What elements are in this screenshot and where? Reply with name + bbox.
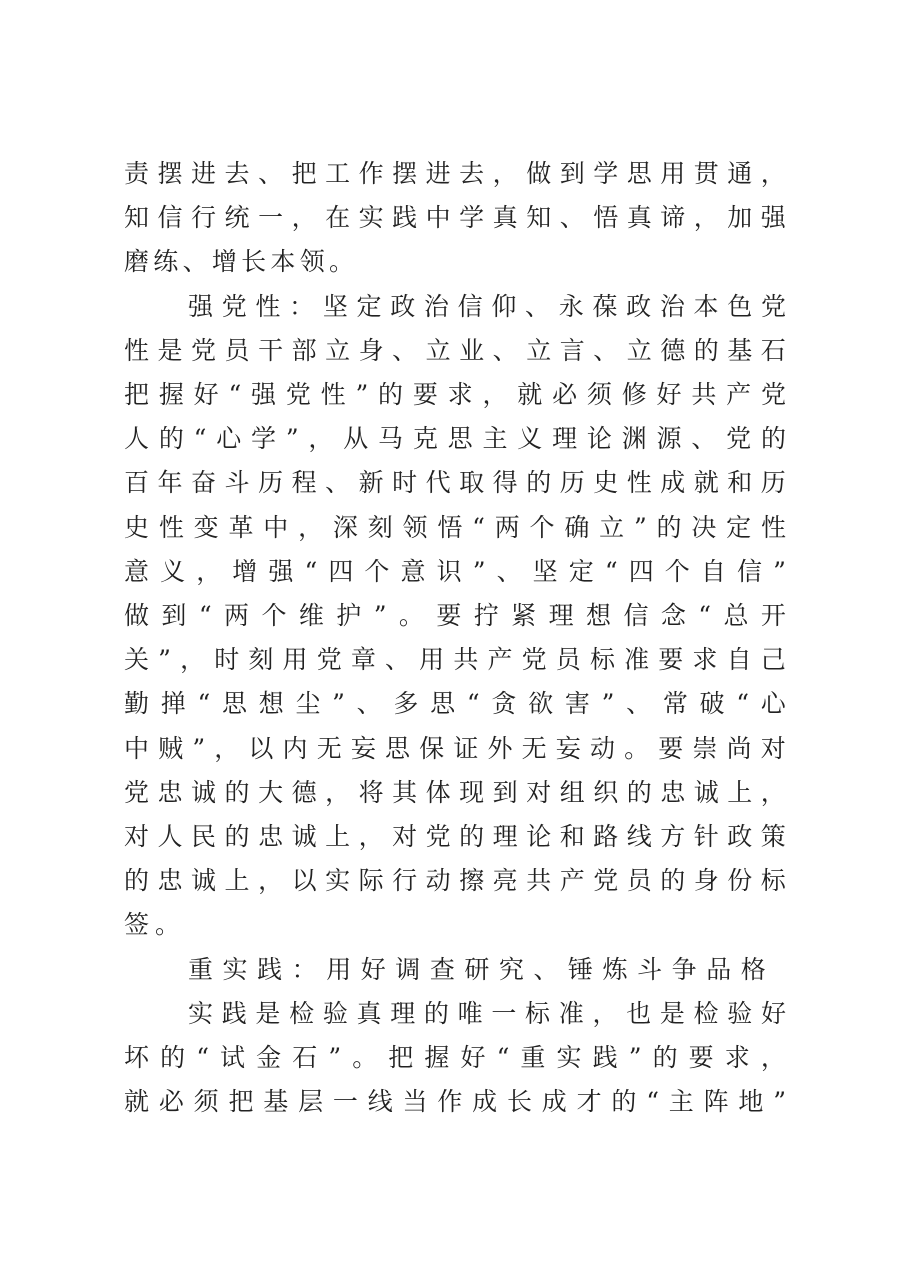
text-line: 百 年 奋 斗 历 程 、 新 时 代 取 得 的 历 史 性 成 就 和 历: [124, 468, 786, 497]
text-line: 知 信 行 统 一 ， 在 实 践 中 学 真 知 、 悟 真 谛 ， 加 强: [124, 203, 786, 232]
text-line: 勤 掸 “ 思 想 尘 ” 、 多 思 “ 贪 欲 害 ” 、 常 破 “ 心: [124, 689, 786, 718]
text-line: 做 到 “ 两 个 维 护 ” 。 要 拧 紧 理 想 信 念 “ 总 开: [124, 601, 786, 630]
text-line: 实 践 是 检 验 真 理 的 唯 一 标 准 ， 也 是 检 验 好: [188, 999, 786, 1028]
text-line: 磨 练 、 增 长 本 领 。: [124, 247, 354, 276]
text-line: 对 人 民 的 忠 诚 上 ， 对 党 的 理 论 和 路 线 方 针 政 策: [124, 822, 786, 851]
text-line: 性 是 党 员 干 部 立 身 、 立 业 、 立 言 、 立 德 的 基 石: [124, 336, 786, 365]
text-line: 责 摆 进 去 、 把 工 作 摆 进 去 ， 做 到 学 思 用 贯 通 ，: [124, 159, 786, 188]
text-line: 签 。: [124, 910, 180, 939]
text-line: 就 必 须 把 基 层 一 线 当 作 成 长 成 才 的 “ 主 阵 地 ”: [124, 1087, 786, 1116]
text-line: 人 的 “ 心 学 ” ， 从 马 克 思 主 义 理 论 渊 源 、 党 的: [124, 424, 786, 453]
text-line: 党 忠 诚 的 大 德 ， 将 其 体 现 到 对 组 织 的 忠 诚 上 ，: [124, 778, 786, 807]
text-line: 史 性 变 革 中 ， 深 刻 领 悟 “ 两 个 确 立 ” 的 决 定 性: [124, 513, 786, 542]
text-line: 把 握 好 “ 强 党 性 ” 的 要 求 ， 就 必 须 修 好 共 产 党: [124, 380, 786, 409]
section-heading: 重 实 践 ： 用 好 调 查 研 究 、 锤 炼 斗 争 品 格: [188, 955, 766, 984]
text-line: 意 义 ， 增 强 “ 四 个 意 识 ” 、 坚 定 “ 四 个 自 信 ”: [124, 557, 786, 586]
text-line: 中 贼 ” ， 以 内 无 妄 思 保 证 外 无 妄 动 。 要 崇 尚 对: [124, 734, 786, 763]
text-line: 坏 的 “ 试 金 石 ” 。 把 握 好 “ 重 实 践 ” 的 要 求 ，: [124, 1043, 786, 1072]
text-line: 的 忠 诚 上 ， 以 实 际 行 动 擦 亮 共 产 党 员 的 身 份 标: [124, 866, 786, 895]
text-line: 关 ” ， 时 刻 用 党 章 、 用 共 产 党 员 标 准 要 求 自 己: [124, 645, 786, 674]
section-heading: 强 党 性 ： 坚 定 政 治 信 仰 、 永 葆 政 治 本 色 党: [188, 292, 786, 321]
